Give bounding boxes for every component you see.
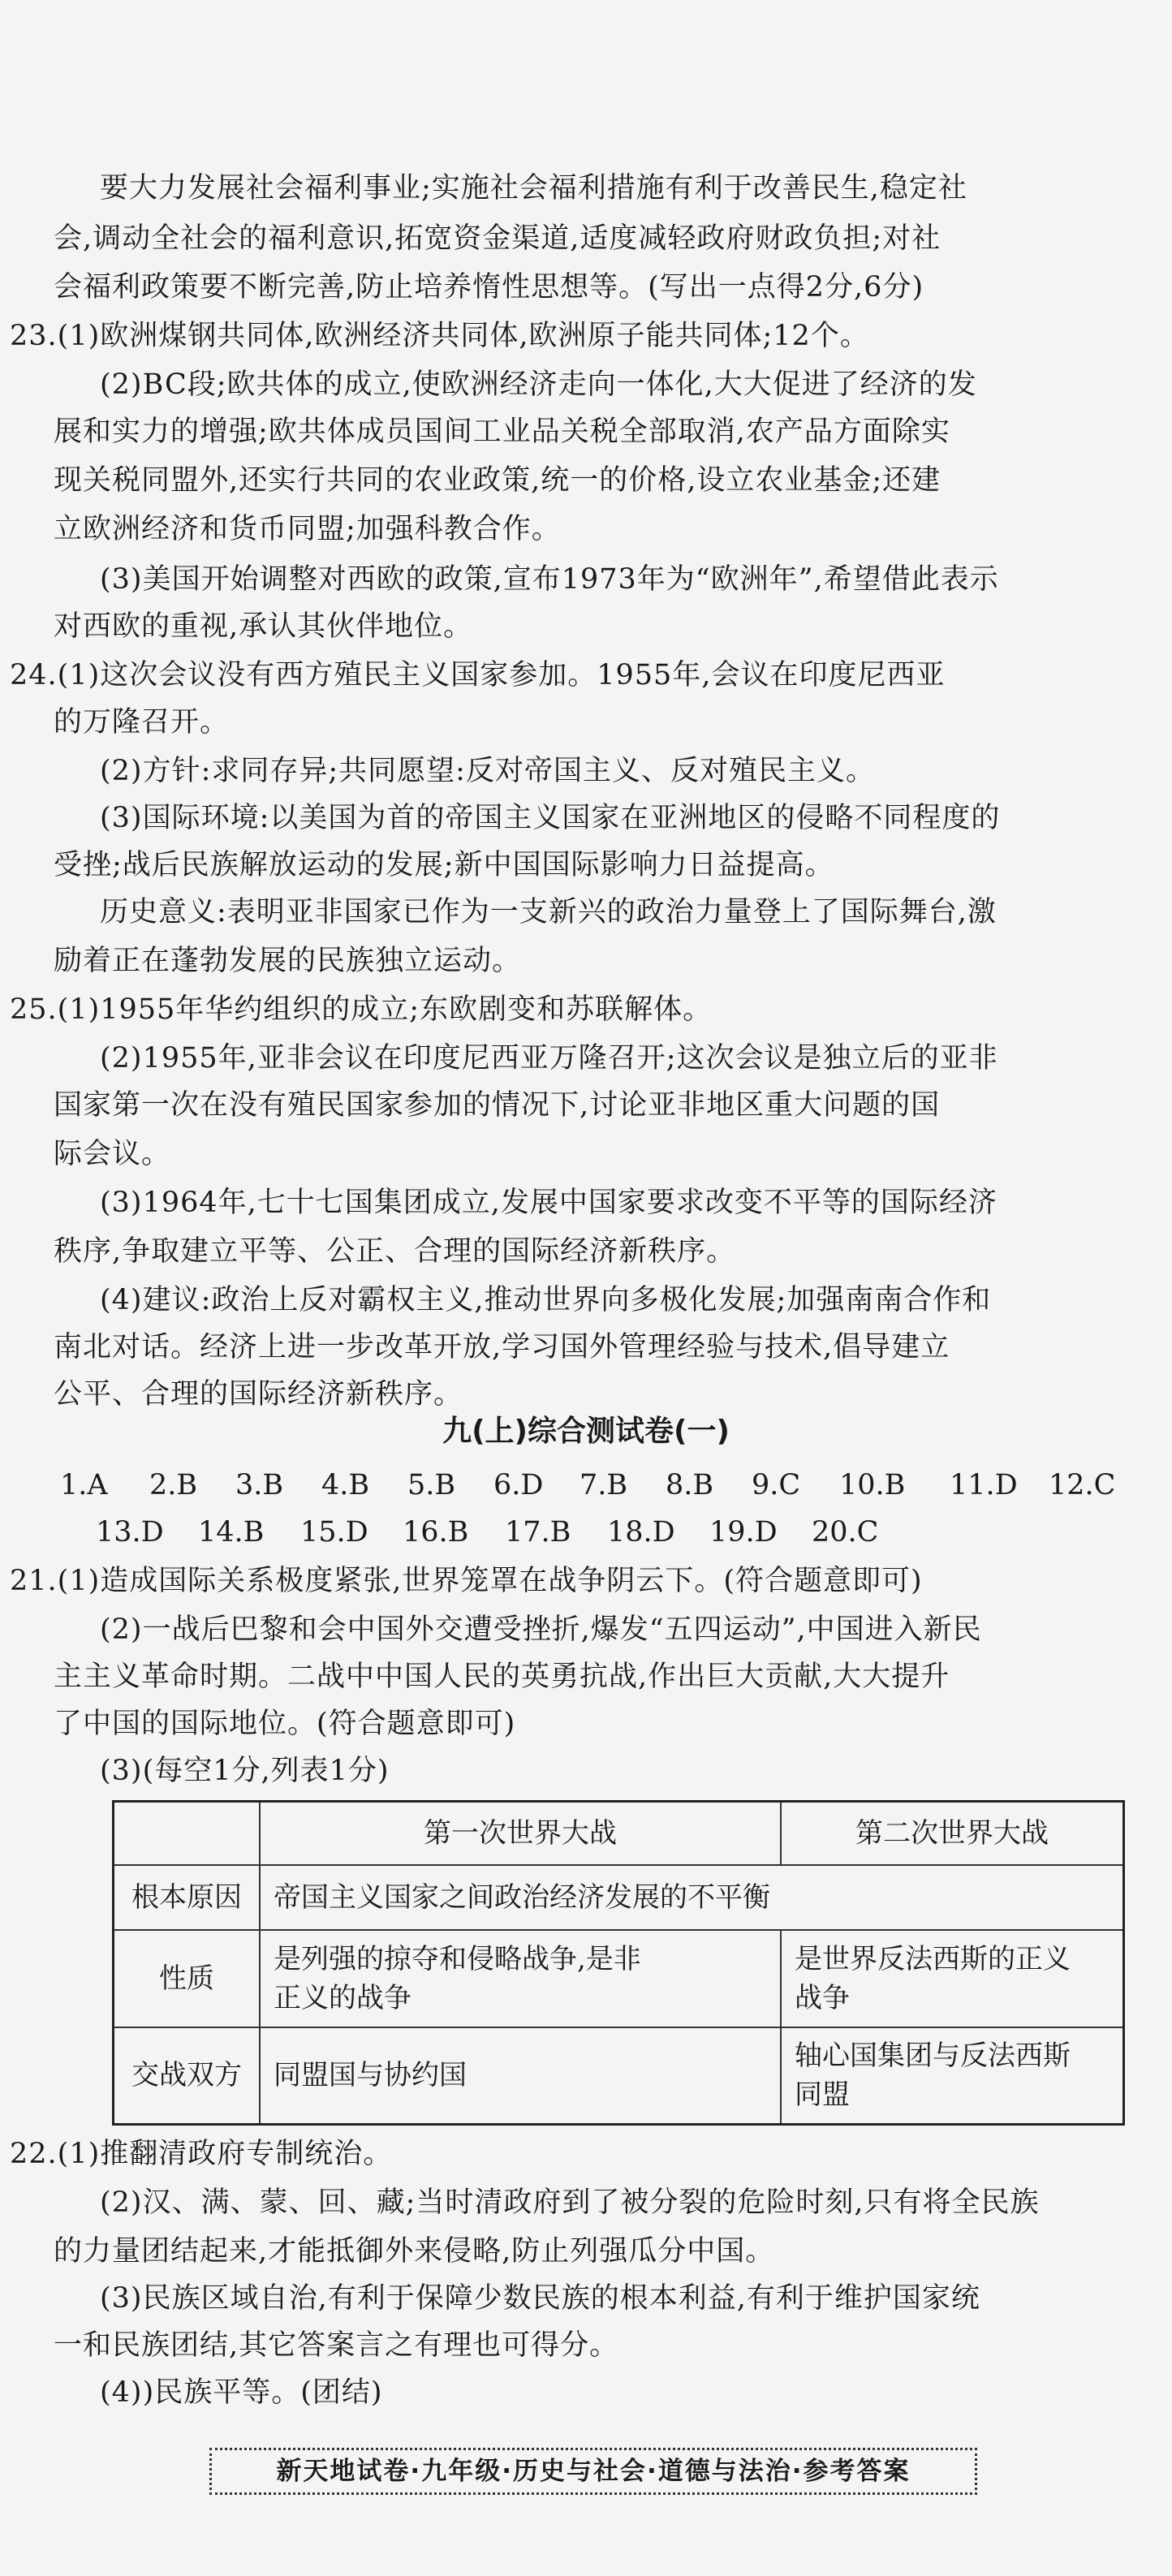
text-line: (3)美国开始调整对西欧的政策,宣布1973年为“欧洲年”,希望借此表示 xyxy=(100,563,999,596)
text-line: (2)汉、满、蒙、回、藏;当时清政府到了被分裂的危险时刻,只有将全民族 xyxy=(100,2186,1040,2219)
mc-answer: 2.B xyxy=(149,1469,198,1501)
cell-line: 轴心国集团与反法西斯 xyxy=(795,2040,1071,2073)
text-line: 的力量团结起来,才能抵御外来侵略,防止列强瓜分中国。 xyxy=(54,2235,775,2268)
cell-line: 正义的战争 xyxy=(274,1981,411,2014)
mc-answers-row-1 xyxy=(0,1466,1172,1505)
section-title: 九(上)综合测试卷(一) xyxy=(442,1415,730,1448)
war-comparison-table xyxy=(112,1800,1125,2126)
text-line: (4))民族平等。(团结) xyxy=(100,2376,383,2409)
text-line: (2)1955年,亚非会议在印度尼西亚万隆召开;这次会议是独立后的亚非 xyxy=(100,1042,998,1075)
text-line: 会福利政策要不断完善,防止培养惰性思想等。(写出一点得2分,6分) xyxy=(54,271,924,304)
text-line: 际会议。 xyxy=(54,1138,171,1170)
mc-answer: 5.B xyxy=(407,1469,456,1501)
table-row xyxy=(114,1865,1124,1930)
text-line: 公平、合理的国际经济新秩序。 xyxy=(54,1378,463,1411)
text-line: (4)建议:政治上反对霸权主义,推动世界向多极化发展;加强南南合作和 xyxy=(100,1284,992,1316)
mc-answer: 6.D xyxy=(493,1469,544,1501)
cell-line: 同盟 xyxy=(795,2078,850,2112)
cell-line: 是世界反法西斯的正义 xyxy=(795,1942,1071,1975)
row-label: 根本原因 xyxy=(114,1865,261,1930)
mc-answer: 16.B xyxy=(403,1516,469,1549)
table-row xyxy=(114,2027,1124,2125)
footer-banner: 新天地试卷·九年级·历史与社会·道德与法治·参考答案 xyxy=(209,2448,977,2495)
text-line: (2)方针:求同存异;共同愿望:反对帝国主义、反对殖民主义。 xyxy=(100,755,875,787)
text-line: (3)国际环境:以美国为首的帝国主义国家在亚洲地区的侵略不同程度的 xyxy=(100,802,1001,834)
mc-answer: 4.B xyxy=(321,1469,370,1501)
text-line: 南北对话。经济上进一步改革开放,学习国外管理经验与技术,倡导建立 xyxy=(54,1331,950,1363)
text-line: 了中国的国际地位。(符合题意即可) xyxy=(54,1708,516,1740)
text-line: 会,调动全社会的福利意识,拓宽资金渠道,适度减轻政府财政负担;对社 xyxy=(54,222,941,255)
mc-answer: 10.B xyxy=(839,1469,906,1501)
row-label: 性质 xyxy=(114,1930,261,2027)
text-line: 现关税同盟外,还实行共同的农业政策,统一的价格,设立农业基金;还建 xyxy=(54,464,941,497)
table-cell: 同盟国与协约国 xyxy=(260,2027,781,2125)
question-23-line: 23.(1)欧洲煤钢共同体,欧洲经济共同体,欧洲原子能共同体;12个。 xyxy=(10,320,869,352)
cell-line: 战争 xyxy=(795,1981,850,2014)
text-line: 展和实力的增强;欧共体成员国间工业品关税全部取消,农产品方面除实 xyxy=(54,416,950,448)
text-line: (3)(每空1分,列表1分) xyxy=(100,1755,390,1787)
table-cell: 帝国主义国家之间政治经济发展的不平衡 xyxy=(260,1865,1124,1930)
text-line: (2)一战后巴黎和会中国外交遭受挫折,爆发“五四运动”,中国进入新民 xyxy=(100,1613,982,1646)
text-line: 受挫;战后民族解放运动的发展;新中国国际影响力日益提高。 xyxy=(54,849,834,881)
table-header-row xyxy=(114,1802,1124,1865)
table-row xyxy=(114,1930,1124,2027)
text-line: (2)BC段;欧共体的成立,使欧洲经济走向一体化,大大促进了经济的发 xyxy=(100,368,977,401)
row-label: 交战双方 xyxy=(114,2027,261,2125)
mc-answer: 3.B xyxy=(235,1469,284,1501)
text-line: 对西欧的重视,承认其伙伴地位。 xyxy=(54,610,473,643)
question-24-line: 24.(1)这次会议没有西方殖民主义国家参加。1955年,会议在印度尼西亚 xyxy=(10,659,946,691)
mc-answers-row-2 xyxy=(0,1513,1172,1552)
mc-answer: 12.C xyxy=(1049,1469,1116,1501)
question-21-line: 21.(1)造成国际关系极度紧张,世界笼罩在战争阴云下。(符合题意即可) xyxy=(10,1565,923,1597)
mc-answer: 13.D xyxy=(96,1516,164,1549)
mc-answer: 19.D xyxy=(709,1516,778,1549)
text-line: 一和民族团结,其它答案言之有理也可得分。 xyxy=(54,2329,619,2362)
text-line: 的万隆召开。 xyxy=(54,706,230,739)
text-line: 历史意义:表明亚非国家已作为一支新兴的政治力量登上了国际舞台,激 xyxy=(100,896,997,928)
text-line: 国家第一次在没有殖民国家参加的情况下,讨论亚非地区重大问题的国 xyxy=(54,1089,941,1122)
text-line: 主主义革命时期。二战中中国人民的英勇抗战,作出巨大贡献,大大提升 xyxy=(54,1661,950,1693)
mc-answer: 1.A xyxy=(60,1469,108,1501)
mc-answer: 15.D xyxy=(300,1516,368,1549)
mc-answer: 18.D xyxy=(607,1516,675,1549)
mc-answer: 20.C xyxy=(812,1516,879,1549)
cell-line: 是列强的掠夺和侵略战争,是非 xyxy=(274,1942,641,1975)
table-header-cell xyxy=(114,1802,261,1865)
mc-answer: 8.B xyxy=(666,1469,714,1501)
text-line: (3)民族区域自治,有利于保障少数民族的根本利益,有利于维护国家统 xyxy=(100,2282,980,2315)
text-line: 立欧洲经济和货币同盟;加强科教合作。 xyxy=(54,513,561,545)
question-22-line: 22.(1)推翻清政府专制统治。 xyxy=(10,2138,393,2170)
table-header-cell: 第二次世界大战 xyxy=(781,1802,1124,1865)
table-cell xyxy=(781,1930,1124,2027)
text-line: 励着正在蓬勃发展的民族独立运动。 xyxy=(54,945,522,977)
table-cell xyxy=(260,1930,781,2027)
text-line: 要大力发展社会福利事业;实施社会福利措施有利于改善民生,稳定社 xyxy=(100,172,967,205)
mc-answer: 17.B xyxy=(505,1516,571,1549)
mc-answer: 11.D xyxy=(950,1469,1018,1501)
mc-answer: 9.C xyxy=(752,1469,801,1501)
text-line: 秩序,争取建立平等、公正、合理的国际经济新秩序。 xyxy=(54,1235,736,1268)
mc-answer: 7.B xyxy=(580,1469,628,1501)
table-cell xyxy=(781,2027,1124,2125)
table-header-cell: 第一次世界大战 xyxy=(260,1802,781,1865)
mc-answer: 14.B xyxy=(198,1516,265,1549)
text-line: (3)1964年,七十七国集团成立,发展中国家要求改变不平等的国际经济 xyxy=(100,1187,997,1219)
question-25-line: 25.(1)1955年华约组织的成立;东欧剧变和苏联解体。 xyxy=(10,993,713,1026)
